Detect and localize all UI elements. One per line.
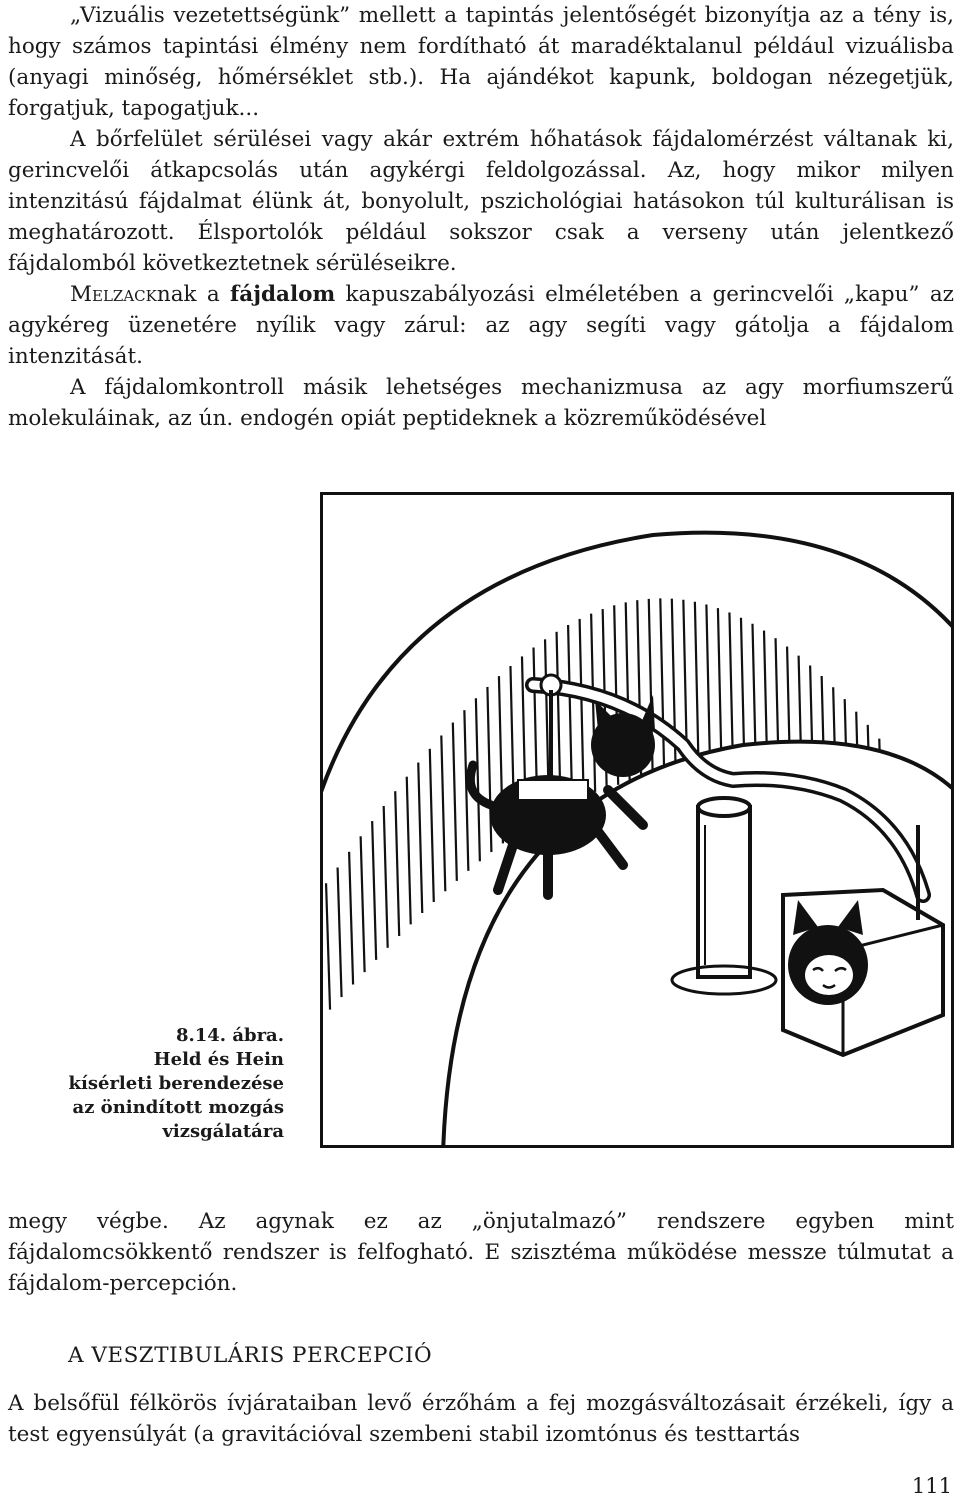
paragraph-vestibular: A belsőfül félkörös ívjárataiban levő érzőhám a fej mozgásváltozásait érzékeli, így a test egyensúlyát (a gravitációval szembeni stabil izomtónus és testtartás xyxy=(8,1391,954,1447)
post-top xyxy=(698,798,750,816)
keyword-pain: fájdalom xyxy=(230,282,336,307)
caption-line-3: kísérleti berendezése xyxy=(68,1073,284,1094)
paragraph-reward-system: megy végbe. Az agynak ez az „önjutalmazó” rendszere egyben mint fájdalomcsökkentő rendszer is felfogható. E szisztéma működése messze túlmutat a fájdalom-percepción. xyxy=(8,1209,954,1296)
caption-line-5: vizsgálatára xyxy=(162,1121,284,1142)
section-heading: A VESZTIBULÁRIS PERCEPCIÓ xyxy=(68,1343,433,1368)
caption-line-2: Held és Hein xyxy=(153,1049,284,1070)
kitten-carousel-illustration xyxy=(323,495,951,1145)
caption-line-4: az önindított mozgás xyxy=(72,1097,284,1118)
figure-caption xyxy=(24,1024,284,1144)
section-text xyxy=(8,1388,954,1450)
caption-number: 8.14. ábra. xyxy=(175,1025,284,1046)
paragraph-gate-theory: Melzacknak a fájdalom kapuszabályozási elméletében a gerincvelői „kapu” az agykéreg üzenetére nyílik vagy zárul: az agy segíti vagy gátolja a fájdalom intenzitását. xyxy=(8,282,954,369)
paragraph-pain-control: A fájdalomkontroll másik lehetséges mechanizmusa az agy morfiumszerű molekuláinak, az ún. endogén opiát peptideknek a közreműködésével xyxy=(8,375,954,431)
page-number: 111 xyxy=(911,1474,952,1498)
author-name: Melzack xyxy=(70,282,157,307)
paragraph-pain: A bőrfelület sérülései vagy akár extrém hőhatások fájdalomérzést váltanak ki, gerincvelői átkapcsolás után agykérgi feldolgozással. Az, hogy mikor milyen intenzitású fájdalmat élünk át, bonyolult, pszichológiai hatásokon túl kulturálisan is meghatározott. Élsportolók például sokszor csak a verseny után jelentkező fájdalomból következtetnek sérüléseikre. xyxy=(8,127,954,276)
continued-text xyxy=(8,1206,954,1299)
paragraph-touch: „Vizuális vezetettségünk” mellett a tapintás jelentőségét bizonyítja az a tény is, hogy számos tapintási élmény nem fordítható át maradéktalanul például vizuálisba (anyagi minőség, hőmérséklet stb.). Ha ajándékot kapunk, boldogan nézegetjük, forgatjuk, tapogatjuk... xyxy=(8,3,954,121)
kitten-harness xyxy=(518,780,588,800)
figure-kitten-carousel xyxy=(320,492,954,1148)
top-text xyxy=(8,0,954,434)
